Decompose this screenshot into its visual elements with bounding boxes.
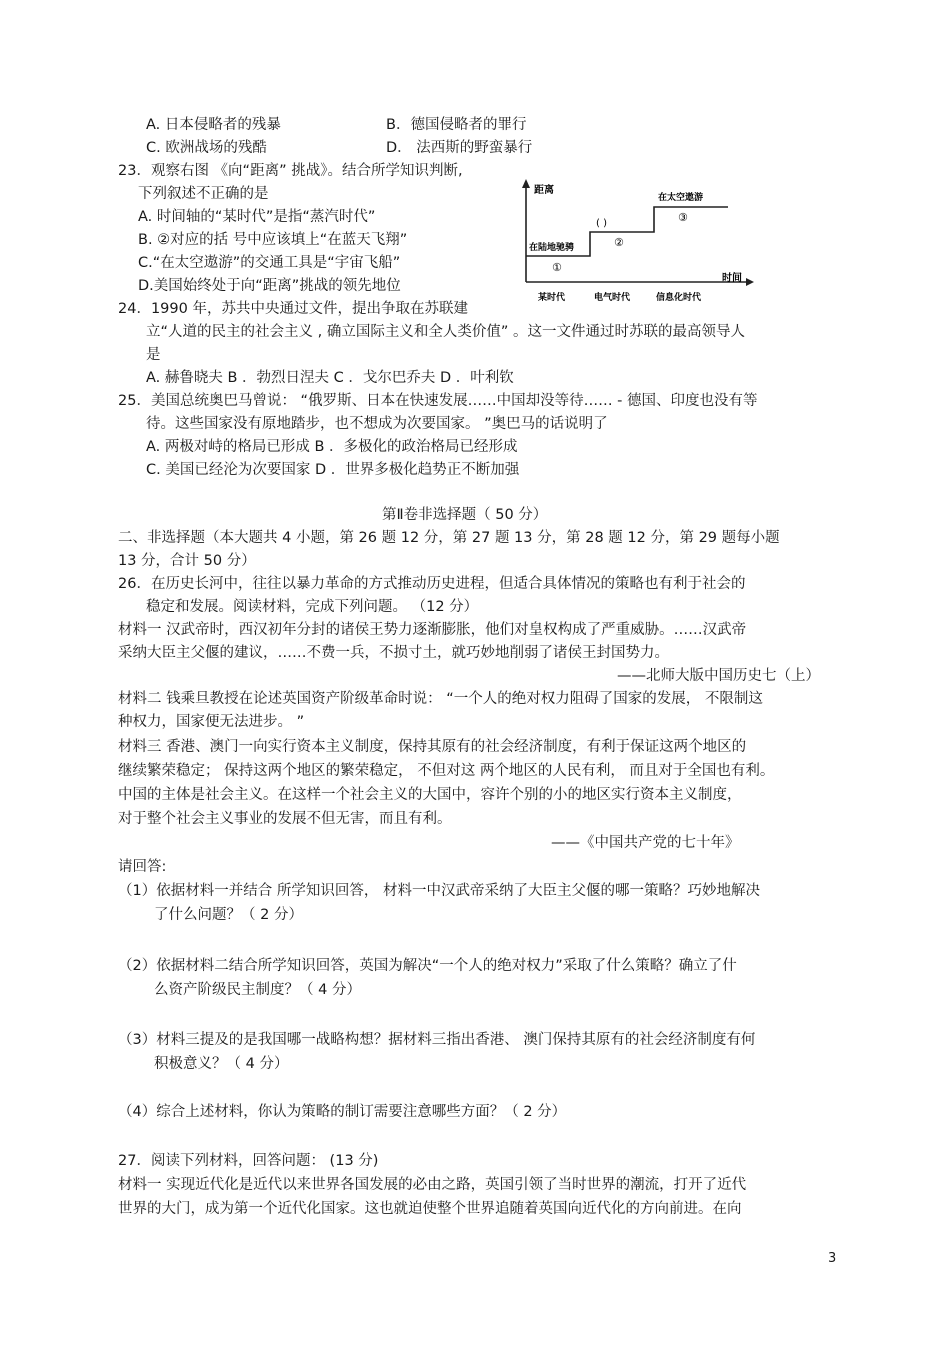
q27-material1: 材料一 实现近代化是近代以来世界各国发展的必由之路，英国引领了当时世界的潮流，打开了近代	[118, 1177, 747, 1193]
q23-option-b: B. ②对应的括 号中应该填上“在蓝天飞翔”	[138, 232, 408, 248]
q26-material1: 材料一 汉武帝时，西汉初年分封的诸侯王势力逐渐膨胀，他们对皇权构成了严重威胁。……汉武帝	[118, 622, 747, 638]
step2-number: ②	[614, 236, 624, 249]
q22-option-d: D． 法西斯的野蛮暴行	[386, 140, 533, 156]
q23-option-d: D.美国始终处于向“距离”挑战的领先地位	[138, 278, 401, 294]
distance-challenge-figure	[518, 176, 758, 306]
section2-title: 第Ⅱ卷非选择题（ 50 分）	[382, 507, 548, 523]
q24-stem-end: 是	[146, 347, 161, 363]
q24-options: A. 赫鲁晓夫 B ．勃烈日涅夫 C ．戈尔巴乔夫 D ．叶利钦	[146, 370, 514, 386]
q25-options-ab: A. 两极对峙的格局已形成 B ．多极化的政治格局已经形成	[146, 439, 518, 455]
q26-material2-cont: 种权力，国家便无法进步。 ”	[118, 714, 305, 730]
q26-ask: 请回答:	[118, 859, 167, 875]
q26-material1-source: ——北师大版中国历史七（上）	[617, 668, 820, 684]
q26-stem: 26．在历史长河中，往往以暴力革命的方式推动历史进程，但适合具体情况的策略也有利于社会的	[118, 576, 746, 592]
q26-subq3: （3）材料三提及的是我国哪一战略构想？据材料三指出香港、 澳门保持其原有的社会经济制度有何	[118, 1032, 756, 1048]
q26-material3-line3: 中国的主体是社会主义。在这样一个社会主义的大国中，容许个别的小的地区实行资本主义制度，	[118, 787, 742, 803]
q23-stem: 23．观察右图 《向“距离” 挑战》。结合所学知识判断,	[118, 163, 463, 179]
q26-subq2-cont: 么资产阶级民主制度？（ 4 分）	[154, 982, 361, 998]
section2-intro: 二、非选择题（本大题共 4 小题，第 26 题 12 分，第 27 题 13 分，第 28 题 12 分，第 29 题每小题	[118, 530, 780, 546]
y-axis-label: 距离	[534, 185, 554, 196]
y-axis-arrow	[522, 179, 530, 188]
era3-label: 信息化时代	[656, 293, 702, 303]
step3-number: ③	[678, 211, 688, 224]
q26-material1-cont: 采纳大臣主父偃的建议，……不费一兵，不损寸土，就巧妙地削弱了诸侯王封国势力。	[118, 645, 669, 661]
x-axis-arrow	[746, 278, 754, 286]
q23-stem-cont: 下列叙述不正确的是	[138, 186, 269, 202]
step1-number: ①	[552, 261, 562, 274]
q26-material3-line2: 继续繁荣稳定； 保持这两个地区的繁荣稳定， 不但对这 两个地区的人民有利， 而且对于全国也有利。	[118, 763, 775, 779]
q26-subq4: （4）综合上述材料，你认为策略的制订需要注意哪些方面？（ 2 分）	[118, 1104, 567, 1120]
q25-options-cd: C. 美国已经沦为次要国家 D ．世界多极化趋势正不断加强	[146, 462, 520, 478]
q23-option-a: A. 时间轴的“某时代”是指“蒸汽时代”	[138, 209, 376, 225]
step3-label: 在太空遨游	[658, 193, 704, 203]
era2-label: 电气时代	[594, 293, 631, 303]
q26-subq2: （2）依据材料二结合所学知识回答，英国为解决“一个人的绝对权力”采取了什么策略？确立了什	[118, 958, 737, 974]
q24-stem-cont: 立“人道的民主的社会主义 , 确立国际主义和全人类价值” 。这一文件通过时苏联的最高领导人	[146, 324, 745, 340]
q26-material3-line4: 对于整个社会主义事业的发展不但无害，而且有利。	[118, 811, 452, 827]
q24-stem: 24．1990 年，苏共中央通过文件，提出争取在苏联建	[118, 301, 468, 317]
q25-stem-cont: 待。这些国家没有原地踏步，也不想成为次要国家。 ”奥巴马的话说明了	[146, 416, 608, 432]
q26-material2: 材料二 钱乘旦教授在论述英国资产阶级革命时说： “一个人的绝对权力阻碍了国家的发展， 不限制这	[118, 691, 763, 707]
step1-label: 在陆地驰骋	[529, 243, 575, 253]
section2-intro-cont: 13 分，合计 50 分）	[118, 553, 256, 569]
q26-material3-source: ——《中国共产党的七十年》	[551, 835, 740, 851]
q26-subq3-cont: 积极意义？（ 4 分）	[154, 1056, 289, 1072]
q26-subq1-cont: 了什么问题？（ 2 分）	[154, 907, 303, 923]
step2-blank: ( )	[596, 218, 607, 229]
q23-option-c: C.“在太空遨游”的交通工具是“宇宙飞船”	[138, 255, 401, 271]
era1-label: 某时代	[538, 293, 566, 303]
q27-material1-cont: 世界的大门，成为第一个近代化国家。这也就迫使整个世界追随着英国向近代化的方向前进。在向	[118, 1201, 742, 1217]
q26-subq1: （1）依据材料一并结合 所学知识回答， 材料一中汉武帝采纳了大臣主父偃的哪一策略？巧妙地解决	[118, 883, 760, 899]
x-axis-label: 时间	[722, 273, 742, 284]
page-number: 3	[828, 1251, 837, 1266]
q22-option-b: B．德国侵略者的罪行	[386, 117, 527, 133]
q26-stem-cont: 稳定和发展。阅读材料，完成下列问题。 （12 分）	[146, 599, 479, 615]
q22-option-a: A. 日本侵略者的残暴	[146, 117, 281, 133]
q26-material3: 材料三 香港、澳门一向实行资本主义制度，保持其原有的社会经济制度，有利于保证这两个地区的	[118, 739, 747, 755]
q27-stem: 27．阅读下列材料，回答问题： (13 分)	[118, 1153, 379, 1169]
q25-stem: 25．美国总统奥巴马曾说： “俄罗斯、日本在快速发展……中国却没等待…… - 德国、印度也没有等	[118, 393, 758, 409]
q22-option-c: C. 欧洲战场的残酷	[146, 140, 267, 156]
